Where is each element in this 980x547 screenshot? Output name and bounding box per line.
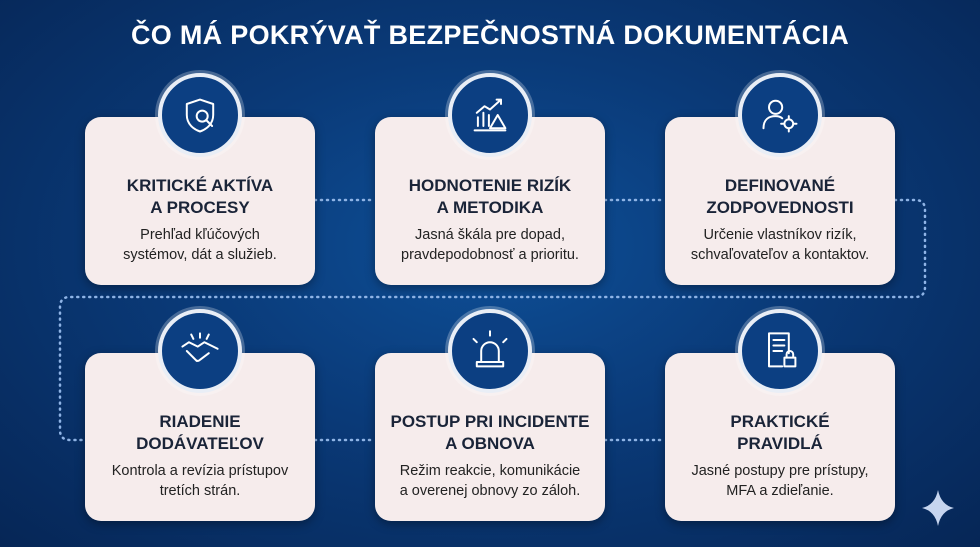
handshake-icon xyxy=(158,309,242,393)
user-gear-icon xyxy=(738,73,822,157)
sparkle-icon xyxy=(922,490,954,526)
card-description: Jasné postupy pre prístupy, MFA a zdieľanie. xyxy=(691,463,869,499)
chart-warning-icon xyxy=(448,73,532,157)
card-title: DEFINOVANÉ ZODPOVEDNOSTI xyxy=(706,176,854,217)
card-title: PRAKTICKÉ PRAVIDLÁ xyxy=(730,412,830,453)
card-description: Prehľad kľúčových systémov, dát a služieb. xyxy=(123,227,277,263)
card-title: HODNOTENIE RIZÍK A METODIKA xyxy=(408,176,572,217)
page-title: ČO MÁ POKRÝVAŤ BEZPEČNOSTNÁ DOKUMENTÁCIA xyxy=(130,20,849,50)
card-description: Určenie vlastníkov rizík, schvaľovateľov a kontaktov. xyxy=(690,227,870,263)
card-title: POSTUP PRI INCIDENTE A OBNOVA xyxy=(390,412,590,453)
card-description: Kontrola a revízia prístupov tretích strán. xyxy=(111,463,289,499)
shield-search-icon xyxy=(158,73,242,157)
card-title: KRITICKÉ AKTÍVA A PROCESY xyxy=(126,176,274,217)
document-lock-icon xyxy=(738,309,822,393)
alarm-light-icon xyxy=(448,309,532,393)
card-description: Jasná škála pre dopad, pravdepodobnosť a prioritu. xyxy=(401,227,579,263)
card-description: Režim reakcie, komunikácie a overenej obnovy zo záloh. xyxy=(399,463,581,499)
card-title: RIADENIE DODÁVATEĽOV xyxy=(136,412,264,453)
